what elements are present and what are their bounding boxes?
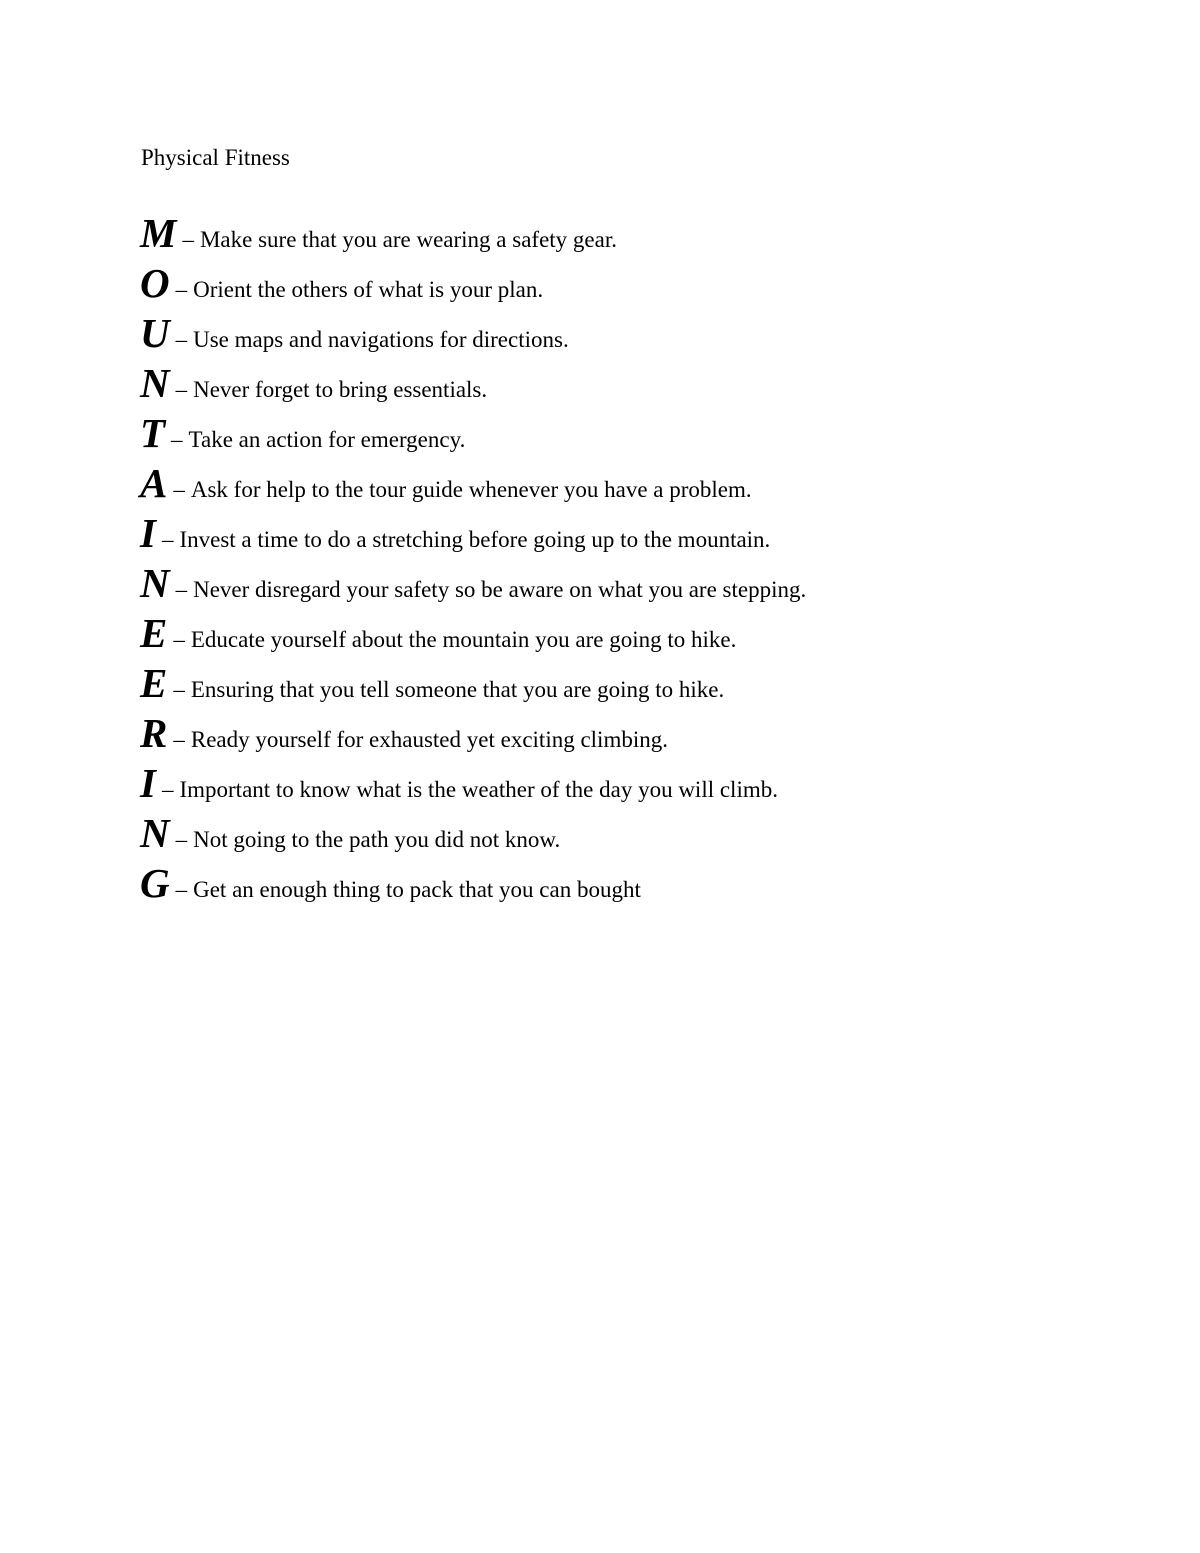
separator: – — [175, 827, 188, 852]
separator: – — [173, 727, 185, 752]
acrostic-initial: G — [140, 860, 170, 906]
acrostic-phrase: Never disregard your safety so be aware on what you are stepping. — [193, 577, 807, 602]
acrostic-phrase: Not going to the path you did not know. — [193, 827, 561, 852]
list-item — [140, 508, 1140, 558]
acrostic-initial: N — [140, 560, 170, 606]
acrostic-phrase: Ask for help to the tour guide whenever you have a problem. — [190, 477, 752, 502]
acrostic-phrase: Ready yourself for exhausted yet exciting climbing. — [190, 727, 668, 752]
list-item — [140, 658, 1140, 708]
acrostic-initial: R — [140, 710, 168, 756]
separator: – — [175, 877, 188, 902]
list-item — [140, 308, 1140, 358]
separator: – — [173, 477, 185, 502]
acrostic-list — [140, 208, 1140, 908]
acrostic-initial: T — [140, 410, 166, 456]
list-item — [140, 758, 1140, 808]
list-item — [140, 558, 1140, 608]
acrostic-initial: A — [140, 460, 168, 506]
separator: – — [173, 677, 185, 702]
separator: – — [175, 377, 188, 402]
acrostic-initial: N — [140, 360, 170, 406]
separator: – — [182, 227, 194, 252]
separator: – — [175, 327, 188, 352]
acrostic-initial: E — [140, 660, 168, 706]
list-item — [140, 458, 1140, 508]
acrostic-phrase: Use maps and navigations for directions. — [193, 327, 569, 352]
list-item — [140, 608, 1140, 658]
acrostic-phrase: Get an enough thing to pack that you can bought — [193, 877, 641, 902]
list-item — [140, 858, 1140, 908]
list-item — [140, 358, 1140, 408]
acrostic-initial: I — [140, 760, 156, 806]
acrostic-initial: I — [140, 510, 156, 556]
acrostic-initial: E — [140, 610, 168, 656]
separator: – — [175, 277, 188, 302]
acrostic-phrase: Make sure that you are wearing a safety gear. — [199, 227, 617, 252]
acrostic-initial: N — [140, 810, 170, 856]
acrostic-initial: O — [140, 260, 170, 306]
separator: – — [161, 527, 174, 552]
acrostic-phrase: Ensuring that you tell someone that you are going to hike. — [190, 677, 725, 702]
acrostic-phrase: Orient the others of what is your plan. — [193, 277, 544, 302]
acrostic-phrase: Educate yourself about the mountain you are going to hike. — [190, 627, 737, 652]
page-title: Physical Fitness — [141, 145, 290, 170]
separator: – — [161, 777, 174, 802]
list-item — [140, 408, 1140, 458]
separator: – — [173, 627, 185, 652]
separator: – — [175, 577, 188, 602]
acrostic-phrase: Take an action for emergency. — [188, 427, 466, 452]
acrostic-phrase: Invest a time to do a stretching before going up to the mountain. — [179, 527, 771, 552]
acrostic-phrase: Never forget to bring essentials. — [193, 377, 488, 402]
separator: – — [171, 427, 183, 452]
acrostic-phrase: Important to know what is the weather of the day you will climb. — [179, 777, 778, 802]
list-item — [140, 258, 1140, 308]
acrostic-initial: U — [140, 310, 170, 356]
list-item — [140, 208, 1140, 258]
list-item — [140, 808, 1140, 858]
acrostic-initial: M — [140, 210, 177, 256]
list-item — [140, 708, 1140, 758]
